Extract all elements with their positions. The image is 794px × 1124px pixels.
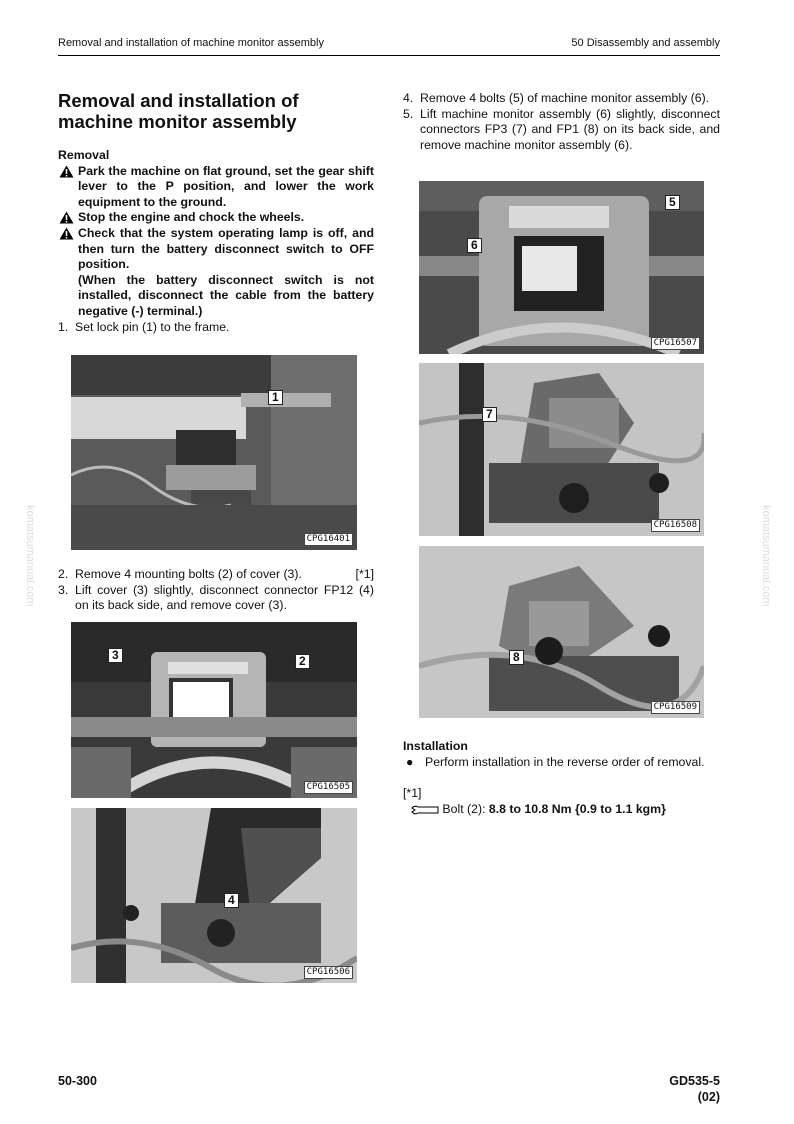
callout-5: 5 bbox=[665, 195, 680, 210]
header-right: 50 Disassembly and assembly bbox=[571, 37, 720, 49]
warning-3: Check that the system operating lamp is off, and then turn the battery disconnect switch to OFF position. bbox=[58, 226, 374, 273]
right-column bbox=[403, 91, 720, 153]
callout-2: 2 bbox=[295, 654, 310, 669]
warning-icon bbox=[59, 211, 74, 224]
step-4: 4. Remove 4 bolts (5) of machine monitor assembly (6). bbox=[403, 91, 710, 105]
watermark-right: komatsumanual.com bbox=[760, 505, 772, 607]
callout-4: 4 bbox=[224, 893, 239, 908]
figure-code: CPG16506 bbox=[304, 966, 353, 979]
step-5: 5. Lift machine monitor assembly (6) slightly, disconnect connectors FP3 (7) and FP1 (8) on its back side, and remove machine monitor assembly (6). bbox=[403, 106, 720, 152]
figure-monitor-bolts bbox=[419, 181, 704, 354]
watermark-left: komatsumanual.com bbox=[24, 505, 36, 607]
figure-code: CPG16509 bbox=[651, 701, 700, 714]
step-2: 2. [*1] Remove 4 mounting bolts (2) of cover (3). bbox=[58, 567, 374, 581]
header-left: Removal and installation of machine monitor assembly bbox=[58, 37, 324, 49]
removal-heading: Removal bbox=[58, 148, 110, 162]
wrench-icon bbox=[411, 804, 439, 816]
installation-section bbox=[403, 739, 720, 817]
installation-bullet: ● Perform installation in the reverse order of removal. bbox=[406, 754, 705, 769]
model-number: GD535-5 bbox=[669, 1074, 720, 1088]
page-number: 50-300 bbox=[58, 1074, 97, 1088]
figure-cover bbox=[71, 622, 357, 798]
warning-icon bbox=[59, 165, 74, 178]
installation-heading: Installation bbox=[403, 739, 468, 753]
figure-code: CPG16508 bbox=[651, 519, 700, 532]
figure-code: CPG16507 bbox=[651, 337, 700, 350]
warning-note: (When the battery disconnect switch is not installed, disconnect the cable from the battery negative (-) terminal.) bbox=[78, 272, 374, 318]
warning-icon bbox=[59, 227, 74, 240]
callout-7: 7 bbox=[482, 407, 497, 422]
installation-ref: [*1] bbox=[403, 786, 422, 801]
callout-8: 8 bbox=[509, 650, 524, 665]
callout-6: 6 bbox=[467, 238, 482, 253]
figure-connector-fp1 bbox=[419, 546, 704, 718]
callout-1: 1 bbox=[268, 390, 283, 405]
left-column bbox=[58, 90, 374, 335]
left-steps-2-3 bbox=[58, 567, 374, 614]
figure-connector-fp12 bbox=[71, 808, 357, 983]
figure-code: CPG16505 bbox=[304, 781, 353, 794]
figure-lock-pin bbox=[71, 355, 357, 550]
figure-connector-fp3 bbox=[419, 363, 704, 536]
step-3: 3. Lift cover (3) slightly, disconnect connector FP12 (4) on its back side, and remove cover (3). bbox=[58, 582, 374, 613]
callout-3: 3 bbox=[108, 648, 123, 663]
page-header bbox=[58, 37, 720, 56]
revision: (02) bbox=[697, 1090, 720, 1104]
bolt-torque: Bolt (2): 8.8 to 10.8 Nm {0.9 to 1.1 kgm} bbox=[403, 802, 720, 818]
figure-code: CPG16401 bbox=[304, 533, 353, 546]
warning-2: Stop the engine and chock the wheels. bbox=[58, 210, 374, 226]
step-1: 1. Set lock pin (1) to the frame. bbox=[58, 319, 230, 334]
page-title: Removal and installation of machine monitor assembly bbox=[58, 90, 299, 132]
warning-1: Park the machine on flat ground, set the gear shift lever to the P position, and lower the work equipment to the ground. bbox=[58, 164, 374, 211]
